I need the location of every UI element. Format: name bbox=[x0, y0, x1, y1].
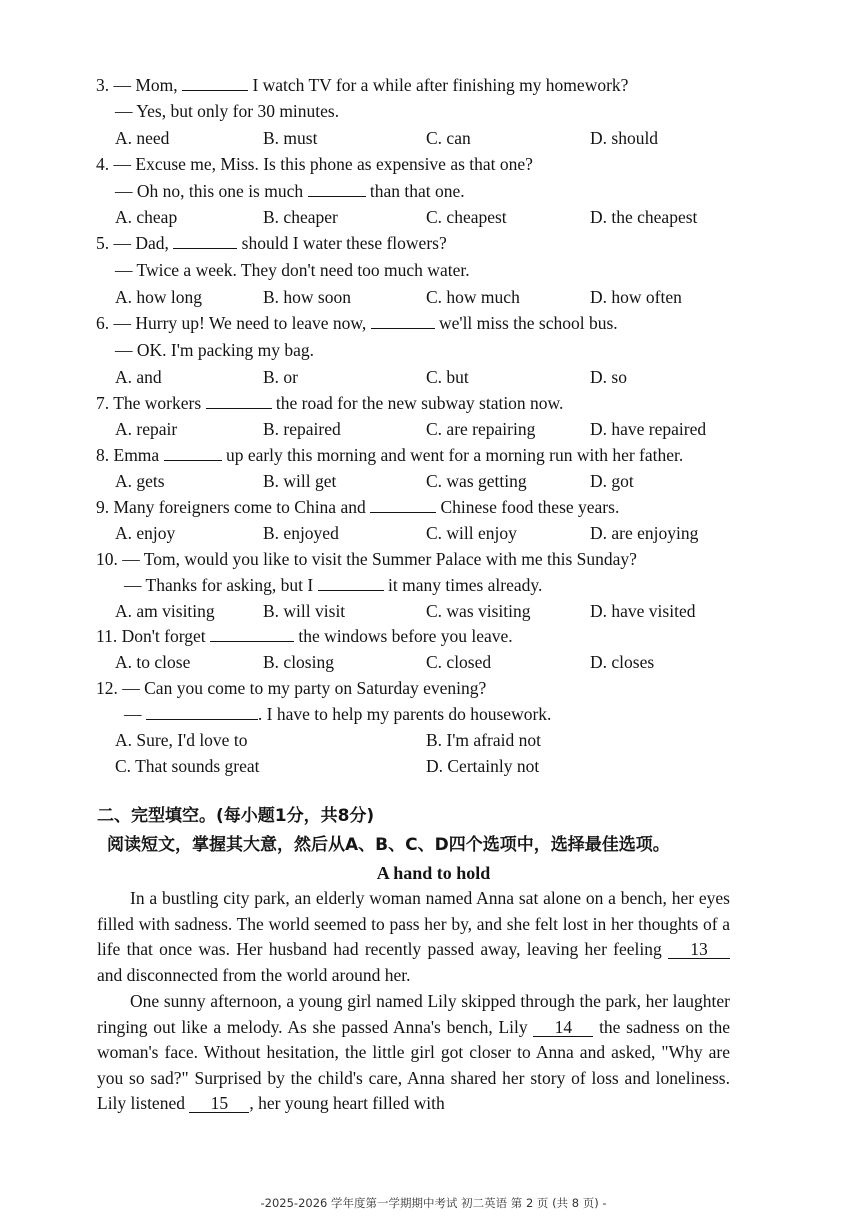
q7-blank bbox=[206, 392, 272, 409]
q5-option-c[interactable]: C. how much bbox=[426, 287, 520, 307]
q5-option-d[interactable]: D. how often bbox=[590, 287, 682, 307]
q5-answer-line: — Twice a week. They don't need too much water. bbox=[115, 260, 470, 280]
q10-answer-line: — Thanks for asking, but I it many times already. bbox=[124, 575, 543, 595]
q4-option-b[interactable]: B. cheaper bbox=[263, 207, 338, 227]
q10-option-c[interactable]: C. was visiting bbox=[426, 601, 531, 621]
q10-option-d[interactable]: D. have visited bbox=[590, 601, 696, 621]
q12-option-c[interactable]: C. That sounds great bbox=[115, 756, 260, 776]
q6-option-b[interactable]: B. or bbox=[263, 367, 298, 387]
q4-answer-line: — Oh no, this one is much than that one. bbox=[115, 181, 465, 201]
q6-option-d[interactable]: D. so bbox=[590, 367, 627, 387]
q7-option-b[interactable]: B. repaired bbox=[263, 419, 341, 439]
q3-blank bbox=[182, 74, 248, 91]
q3-stem: 3. — Mom, I watch TV for a while after finishing my homework? bbox=[96, 75, 629, 95]
q10-option-b[interactable]: B. will visit bbox=[263, 601, 346, 621]
q8-stem: 8. Emma up early this morning and went for a morning run with her father. bbox=[96, 445, 684, 465]
q8-option-a[interactable]: A. gets bbox=[115, 471, 165, 491]
q7-stem: 7. The workers the road for the new subway station now. bbox=[96, 393, 564, 413]
q6-stem: 6. — Hurry up! We need to leave now, we'll miss the school bus. bbox=[96, 313, 618, 333]
q11-option-b[interactable]: B. closing bbox=[263, 652, 334, 672]
q9-option-c[interactable]: C. will enjoy bbox=[426, 523, 517, 543]
blank-14: 14 bbox=[533, 1018, 593, 1037]
q3-option-d[interactable]: D. should bbox=[590, 128, 659, 148]
q6-option-c[interactable]: C. but bbox=[426, 367, 469, 387]
q10-option-a[interactable]: A. am visiting bbox=[115, 601, 215, 621]
blank-13: 13 bbox=[668, 940, 730, 959]
q6-answer-line: — OK. I'm packing my bag. bbox=[115, 340, 315, 360]
q7-option-d[interactable]: D. have repaired bbox=[590, 419, 707, 439]
q10-blank bbox=[318, 574, 384, 591]
q12-option-a[interactable]: A. Sure, I'd love to bbox=[115, 730, 248, 750]
passage-paragraph-1: In a bustling city park, an elderly woman named Anna sat alone on a bench, her eyes filled with sadness. The world seemed to pass her by, and she felt lost in her thoughts of a life that once was. Her husband had recently passed away, leaving her feeling 13 and disconnected from the world around her. bbox=[97, 888, 730, 985]
q9-option-b[interactable]: B. enjoyed bbox=[263, 523, 339, 543]
q4-stem: 4. — Excuse me, Miss. Is this phone as expensive as that one? bbox=[96, 154, 533, 174]
q12-answer-line: — . I have to help my parents do housework. bbox=[124, 704, 552, 724]
q11-option-c[interactable]: C. closed bbox=[426, 652, 492, 672]
q6-blank bbox=[371, 312, 435, 329]
section2-heading: 二、完型填空。(每小题1分，共8分) bbox=[97, 806, 375, 826]
q12-blank bbox=[146, 703, 258, 720]
page-footer: -2025-2026 学年度第一学期期中考试 初二英语 第 2 页 (共 8 页) - bbox=[260, 1196, 607, 1210]
q7-option-a[interactable]: A. repair bbox=[115, 419, 178, 439]
passage-paragraph-2: One sunny afternoon, a young girl named Lily skipped through the park, her laughter ringing out like a melody. As she passed Anna's bench, Lily 14 the sadness on the woman's face. Without hesitation, the little girl got closer to Anna and asked, "Why are you so sad?" Surprised by the child's care, Anna shared her story of loss and loneliness. Lily listened 15 , her young heart filled with bbox=[97, 991, 730, 1114]
q7-option-c[interactable]: C. are repairing bbox=[426, 419, 536, 439]
q9-option-d[interactable]: D. are enjoying bbox=[590, 523, 699, 543]
q6-option-a[interactable]: A. and bbox=[115, 367, 162, 387]
q5-stem: 5. — Dad, should I water these flowers? bbox=[96, 233, 447, 253]
q8-option-c[interactable]: C. was getting bbox=[426, 471, 527, 491]
q3-answer-line: — Yes, but only for 30 minutes. bbox=[115, 101, 340, 121]
q5-option-b[interactable]: B. how soon bbox=[263, 287, 351, 307]
q9-blank bbox=[370, 496, 436, 513]
q11-stem: 11. Don't forget the windows before you leave. bbox=[96, 626, 513, 646]
q11-blank bbox=[210, 625, 294, 642]
q11-option-a[interactable]: A. to close bbox=[115, 652, 191, 672]
q12-option-d[interactable]: D. Certainly not bbox=[426, 756, 540, 776]
q12-option-b[interactable]: B. I'm afraid not bbox=[426, 730, 541, 750]
q11-option-d[interactable]: D. closes bbox=[590, 652, 655, 672]
q5-blank bbox=[173, 232, 237, 249]
passage-title: A hand to hold bbox=[376, 863, 491, 883]
q8-option-b[interactable]: B. will get bbox=[263, 471, 337, 491]
q4-option-d[interactable]: D. the cheapest bbox=[590, 207, 698, 227]
q4-option-a[interactable]: A. cheap bbox=[115, 207, 178, 227]
q10-stem: 10. — Tom, would you like to visit the Summer Palace with me this Sunday? bbox=[96, 549, 637, 569]
q8-blank bbox=[164, 444, 222, 461]
q9-option-a[interactable]: A. enjoy bbox=[115, 523, 176, 543]
q9-stem: 9. Many foreigners come to China and Chinese food these years. bbox=[96, 497, 620, 517]
q3-option-b[interactable]: B. must bbox=[263, 128, 318, 148]
q3-option-c[interactable]: C. can bbox=[426, 128, 471, 148]
q4-option-c[interactable]: C. cheapest bbox=[426, 207, 507, 227]
q5-option-a[interactable]: A. how long bbox=[115, 287, 203, 307]
section2-instruction: 阅读短文，掌握其大意，然后从A、B、C、D四个选项中，选择最佳选项。 bbox=[107, 835, 670, 855]
q12-stem: 12. — Can you come to my party on Saturday evening? bbox=[96, 678, 487, 698]
blank-15: 15 bbox=[189, 1094, 249, 1113]
q3-option-a[interactable]: A. need bbox=[115, 128, 170, 148]
q4-blank bbox=[308, 180, 366, 197]
q8-option-d[interactable]: D. got bbox=[590, 471, 634, 491]
